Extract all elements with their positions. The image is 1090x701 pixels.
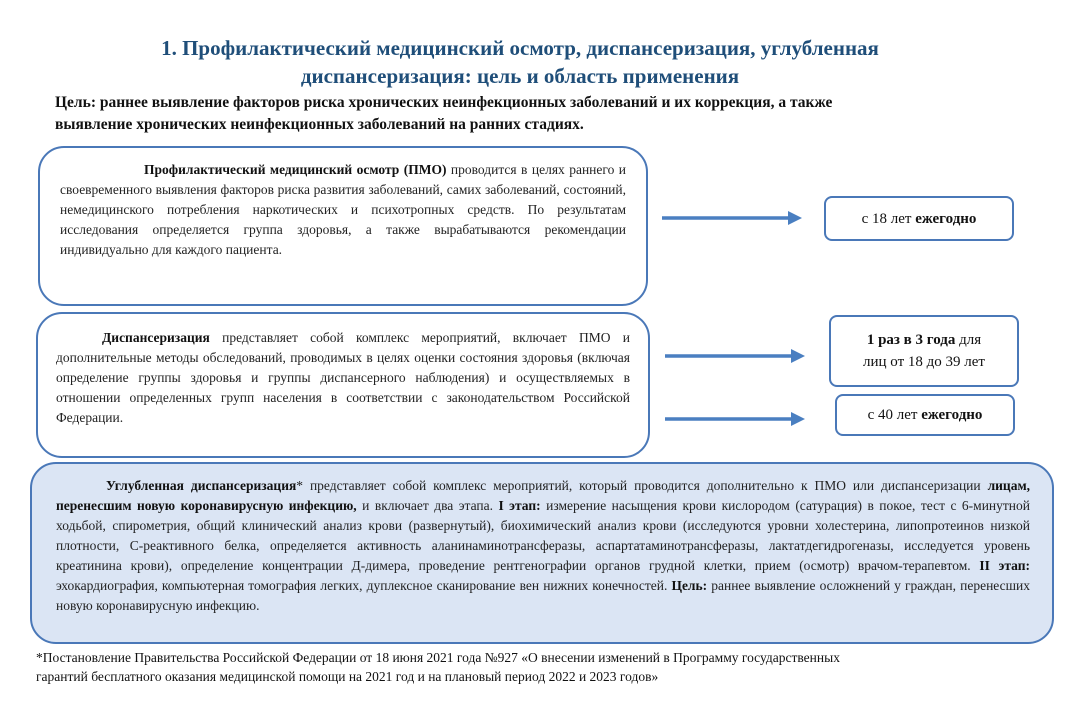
deep-text-3: измерение насыщения крови кислородом (сатурация) в покое, тест с 6-минутной ходьбой, спирометрия, общий клинический анализ крови (развернутый), биохимический анализ крови (исследуются уровни холестерина, липопротеинов низкой плотности, С-реактивного белка, определяется активность аланинаминотрансферазы, аспартатаминотрансферазы, лактатдегидрогеназы, исследуется уровень креатинина крови), определение концентрации Д-димера, проведение рентгенографии органов грудной клетки, прием (осмотр) врачом-терапевтом. [56,498,1030,573]
deep-goal-label: Цель: [671,578,708,593]
disp-3y-frequency-badge [829,315,1019,387]
goal-line-1: Цель: раннее выявление факторов риска хронических неинфекционных заболеваний и их коррекция, а также [55,94,833,111]
pmo-term: Профилактический медицинский осмотр (ПМО) [144,162,447,177]
deep-term: Углубленная диспансеризация [106,478,297,493]
title-line-1: 1. Профилактический медицинский осмотр, диспансеризация, углубленная [161,36,879,60]
disp-term: Диспансеризация [102,330,210,345]
deep-stage-1-label: I этап: [498,498,541,513]
footnote [36,648,1036,686]
pmo-box [38,146,648,306]
pill-3y-line-2: лиц от 18 до 39 лет [863,354,985,370]
footnote-line-2: гарантий бесплатного оказания медицинской помощи на 2021 год и на плановый период 2022 и 2023 годов» [36,669,659,684]
deep-stage-2-label: II этап: [979,558,1031,573]
deep-text-5: раннее выявление осложнений у граждан, перенесших новую коронавирусную инфекцию. [56,578,1030,613]
pill-18-bold: ежегодно [915,210,977,227]
deep-text-1: * представляет собой комплекс мероприятий, который проводится дополнительно к ПМО или диспансеризации [296,478,988,493]
disp-text: представляет собой комплекс мероприятий, включает ПМО и дополнительные методы обследований, проводимых в целях оценки состояния здоровья (включая определение группы здоровья и группы диспансерного наблюдения) и осуществляемых в отношении определенных групп населения в соответствии с законодательством Российской Федерации. [56,330,630,425]
disp-40-frequency-badge [835,394,1015,436]
pmo-text: проводится в целях раннего и своевременного выявления факторов риска развития заболеваний, самих заболеваний, состояний, немедицинского потребления наркотических и психотропных средств. По результатам исследования определяется группа здоровья, а также вырабатываются рекомендации индивидуально для каждого пациента. [60,162,627,257]
arrow-disp-40-icon [663,409,808,429]
pill-40-bold: ежегодно [921,407,983,423]
goal-line-2: выявление хронических неинфекционных заболеваний на ранних стадиях. [55,116,584,133]
dispensarization-box [36,312,650,458]
page-title [60,34,980,90]
pill-3y-bold: 1 раз в 3 года [866,332,956,348]
arrow-pmo-icon [660,208,805,228]
title-line-2: диспансеризация: цель и область применения [300,64,740,88]
pill-18-text: с 18 лет [861,210,916,227]
pill-3y-text: для [955,332,982,348]
deep-bold-covid: лицам, перенесшим новую коронавирусную инфекцию, [56,478,1031,513]
deep-text-4: эхокардиография, компьютерная томография легких, дуплексное сканирование вен нижних конечностей. [56,578,672,593]
goal-statement [55,92,1045,136]
pill-40-text: с 40 лет [867,407,922,423]
pmo-frequency-badge [824,196,1014,241]
deep-dispensarization-box [30,462,1054,644]
arrow-disp-3y-icon [663,346,808,366]
deep-text-2: и включает два этапа. [356,498,499,513]
footnote-line-1: *Постановление Правительства Российской Федерации от 18 июня 2021 года №927 «О внесении изменений в Программу государственных [36,650,840,665]
